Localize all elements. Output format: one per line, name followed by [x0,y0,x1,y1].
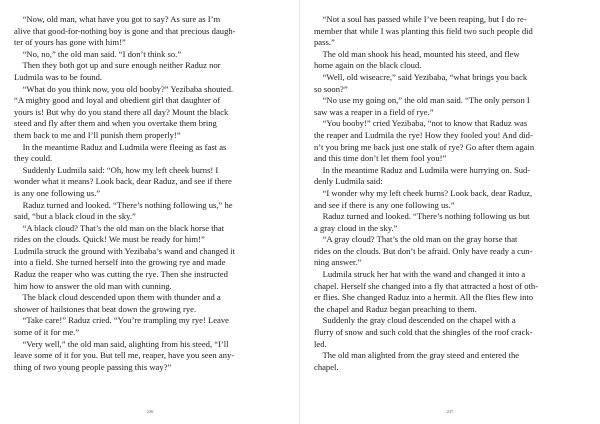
text-line: yours is! But why do you stand there all day? Mount the black [14,106,229,117]
text-line: “Well, old wiseacre,” said Yezibaba, “what brings you back [314,71,528,82]
text-line: Then they both got up and sure enough neither Raduz nor [14,60,221,71]
text-line: member that while I was planting this field two such people did [314,25,533,36]
text-line: the chapel and Raduz began preaching to them. [314,303,477,314]
text-line: denly Ludmila said: [314,176,383,187]
text-line: chapel. Herself she changed into a fly that attracted a host of oth- [314,280,539,291]
text-line: “Very well,” the old man said, alighting from his steed, “I’ll [14,338,229,349]
text-line: alive that good-for-nothing boy is gone and that precious daugh- [14,25,236,36]
text-line: pass.” [314,37,335,48]
text-line: “You booby!” cried Yezibaba, “not to know that Raduz was [314,118,528,129]
text-line: Raduz the reaper who was cutting the rye. Then she instructed [14,269,228,280]
text-line: “No, no,” the old man said. “I don’t think so.” [14,48,182,59]
text-line: “What do you think now, you old booby?” Yezibaba shouted. [14,83,234,94]
text-line: saw was a reaper in a field of rye.” [314,106,434,117]
text-line: Ludmila struck her hat with the wand and changed it into a [314,269,526,280]
text-line: “I wonder why my left cheek burns? Look back, dear Raduz, [314,187,533,198]
text-line: steed and fly after them and when you overtake them bring [14,118,217,129]
text-line: into a field. She turned herself into the growing rye and made [14,257,226,268]
text-line: ning answer.” [314,257,362,268]
text-line: and this time don’t let them fool you!” [314,153,447,164]
text-line: “A black cloud? That’s the old man on the black horse that [14,222,225,233]
page-number: 237 [446,409,454,414]
text-line: a gray cloud in the sky.” [314,222,398,233]
text-line: Ludmila was to be found. [14,71,103,82]
text-line: shower of hailstones that beat down the growing rye. [14,303,197,314]
text-line: er flies. She changed Raduz into a hermit. All the flies flew into [314,292,534,303]
text-line: Suddenly Ludmila said: “Oh, how my left cheek burns! I [14,164,219,175]
text-line: led. [314,338,327,349]
text-line: In the meantime Raduz and Ludmila were hurrying on. Sud- [314,164,531,175]
text-line: ter of yours has gone with him!” [14,37,126,48]
text-line: The black cloud descended upon them with thunder and a [14,292,221,303]
text-line: “Take care!” Raduz cried. “You’re trampling my rye! Leave [14,315,229,326]
text-line: Suddenly the gray cloud descended on the chapel with a [314,315,516,326]
text-line: “No use my going on,” the old man said. “The only person I [314,95,530,106]
text-line: home again on the black cloud. [314,60,422,71]
text-line: leave some of it for you. But tell me, reaper, have you seen any- [14,350,235,361]
text-line: rides on the clouds. Quick! We must be ready for him!” [14,234,205,245]
text-line: so soon?” [314,83,348,94]
text-line: the reaper and Ludmila the rye! How they fooled you! And did- [314,129,533,140]
text-line: Ludmila struck the ground with Yezibaba’s wand and changed it [14,245,236,256]
text-line: Raduz turned and looked. “There’s nothing following us,” he [14,199,233,210]
text-line: wonder what it means? Look back, dear Raduz, and see if there [14,176,232,187]
text-line: The old man alighted from the gray steed and entered the [314,350,520,361]
text-line: “A mighty good and loyal and obedient girl that daughter of [14,95,221,106]
text-line: him how to answer the old man with cunning. [14,280,172,291]
text-line: “A gray cloud? That’s the old man on the gray horse that [314,234,518,245]
page-text [14,14,286,373]
text-line: is any one following us.” [14,187,101,198]
text-line: “Now, old man, what have you got to say? As sure as I’m [14,14,221,24]
text-line: thing of two young people passing this way?” [14,361,172,372]
text-line: n’t you bring me back just one stalk of rye? Go after them again [314,141,535,152]
text-line: they could. [14,153,53,164]
text-line: Raduz turned and looked. “There’s nothing following us but [314,211,530,222]
text-line: flurry of snow and such cold that the shingles of the roof crack- [314,327,533,338]
page-number: 236 [146,409,154,414]
page-text [314,14,588,373]
text-line: said, “but a black cloud in the sky.” [14,211,136,222]
text-line: The old man shook his head, mounted his steed, and flew [314,48,520,59]
text-line: “Not a soul has passed while I’ve been reaping, but I do re- [314,14,527,24]
right-page [300,0,600,424]
text-line: In the meantime Raduz and Ludmila were fleeing as fast as [14,141,227,152]
text-line: rides on the clouds. But don’t be afraid. Only have ready a cun- [314,245,533,256]
text-line: chapel. [314,361,339,372]
text-line: them back to me and I’ll punish them properly!” [14,129,181,140]
text-line: some of it for me.” [14,327,80,338]
text-line: and see if there is any one following us.” [314,199,455,210]
